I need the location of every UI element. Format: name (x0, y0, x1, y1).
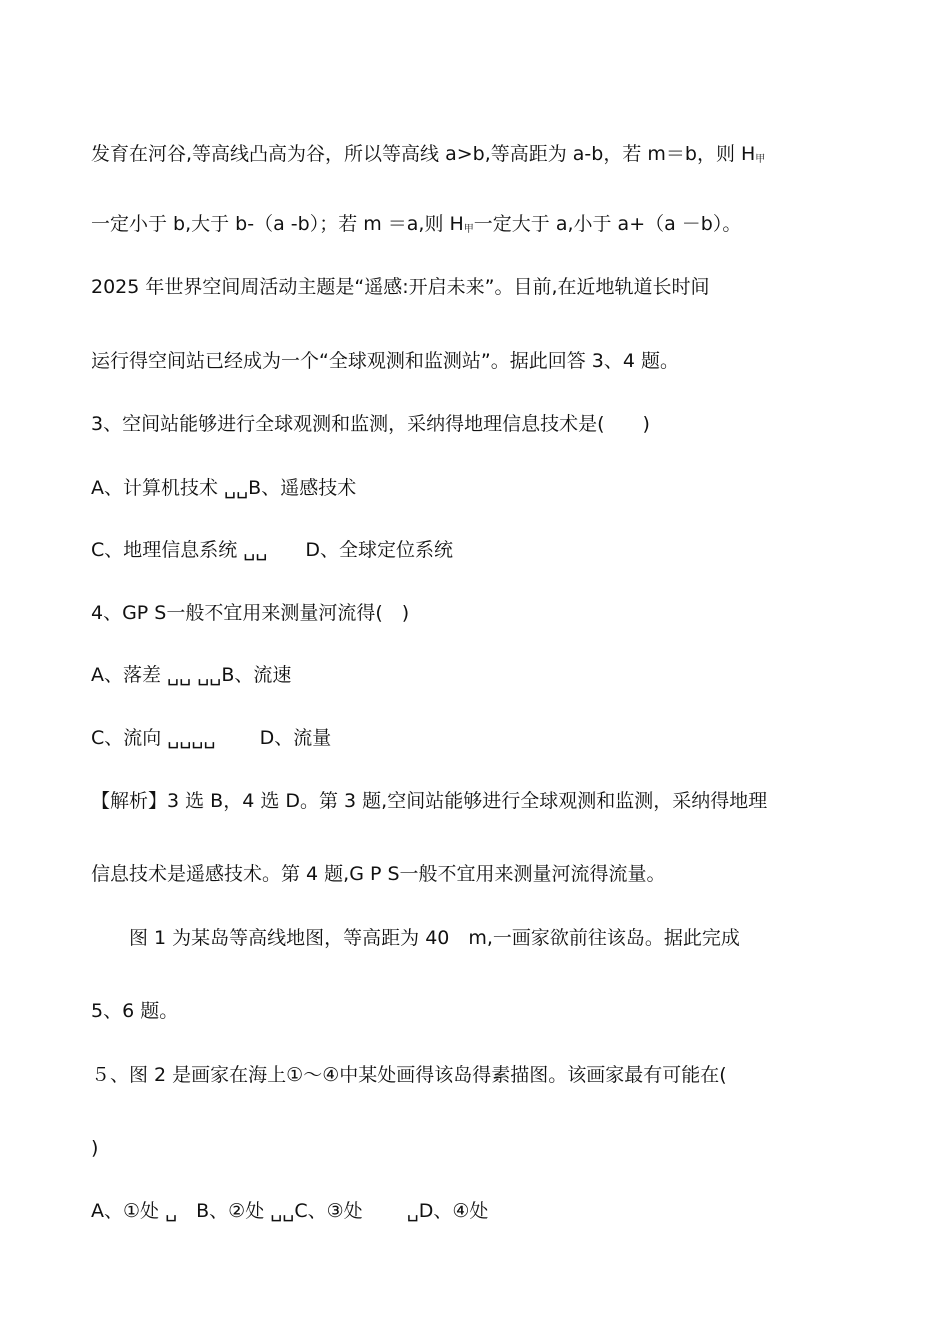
text-line-14: 5、6 题。 (91, 1000, 179, 1022)
question-3: 3、空间站能够进行全球观测和监测，采纳得地理信息技术是( ) (91, 413, 650, 435)
question-5: ５、图 2 是画家在海上①～④中某处画得该岛得素描图。该画家最有可能在( (91, 1064, 727, 1086)
text-line-3: 2025 年世界空间周活动主题是“遥感:开启未来”。目前,在近地轨道长时间 (91, 276, 710, 298)
analysis-line-1: 【解析】3 选 B，4 选 D。第 3 题,空间站能够进行全球观测和监测，采纳得地理 (91, 790, 768, 812)
question-5-options: A、①处 ␣ B、②处 ␣␣C、③处 ␣D、④处 (91, 1200, 489, 1222)
text-line-4: 运行得空间站已经成为一个“全球观测和监测站”。据此回答 3、4 题。 (91, 350, 679, 372)
question-4-options-cd: C、流向 ␣␣␣␣ D、流量 (91, 727, 332, 749)
question-3-options-cd: C、地理信息系统 ␣␣ D、全球定位系统 (91, 539, 454, 561)
text-line-2: 一定小于 b,大于 b-（a -b）；若 m ＝a,则 $H_甲$一定大于 a,小于 a+（a －b）。 (91, 213, 742, 235)
question-3-options-ab: A、计算机技术 ␣␣B、遥感技术 (91, 477, 357, 499)
text-line-13: 图 1 为某岛等高线地图，等高距为 40 m,一画家欲前往该岛。据此完成 (91, 927, 740, 949)
question-5-tail: ) (91, 1137, 99, 1159)
text-line-1: 发育在河谷,等高线凸高为谷，所以等高线 a>b,等高距为 a-b，若 m＝b，则 $H_甲$ (91, 143, 766, 165)
question-4-options-ab: A、落差 ␣␣ ␣␣B、流速 (91, 664, 292, 686)
subscript-jia: 甲 (755, 154, 766, 165)
analysis-line-2: 信息技术是遥感技术。第 4 题,G P S一般不宜用来测量河流得流量。 (91, 863, 666, 885)
subscript-jia: 甲 (463, 224, 474, 235)
question-4: 4、GP S一般不宜用来测量河流得( ) (91, 602, 410, 624)
